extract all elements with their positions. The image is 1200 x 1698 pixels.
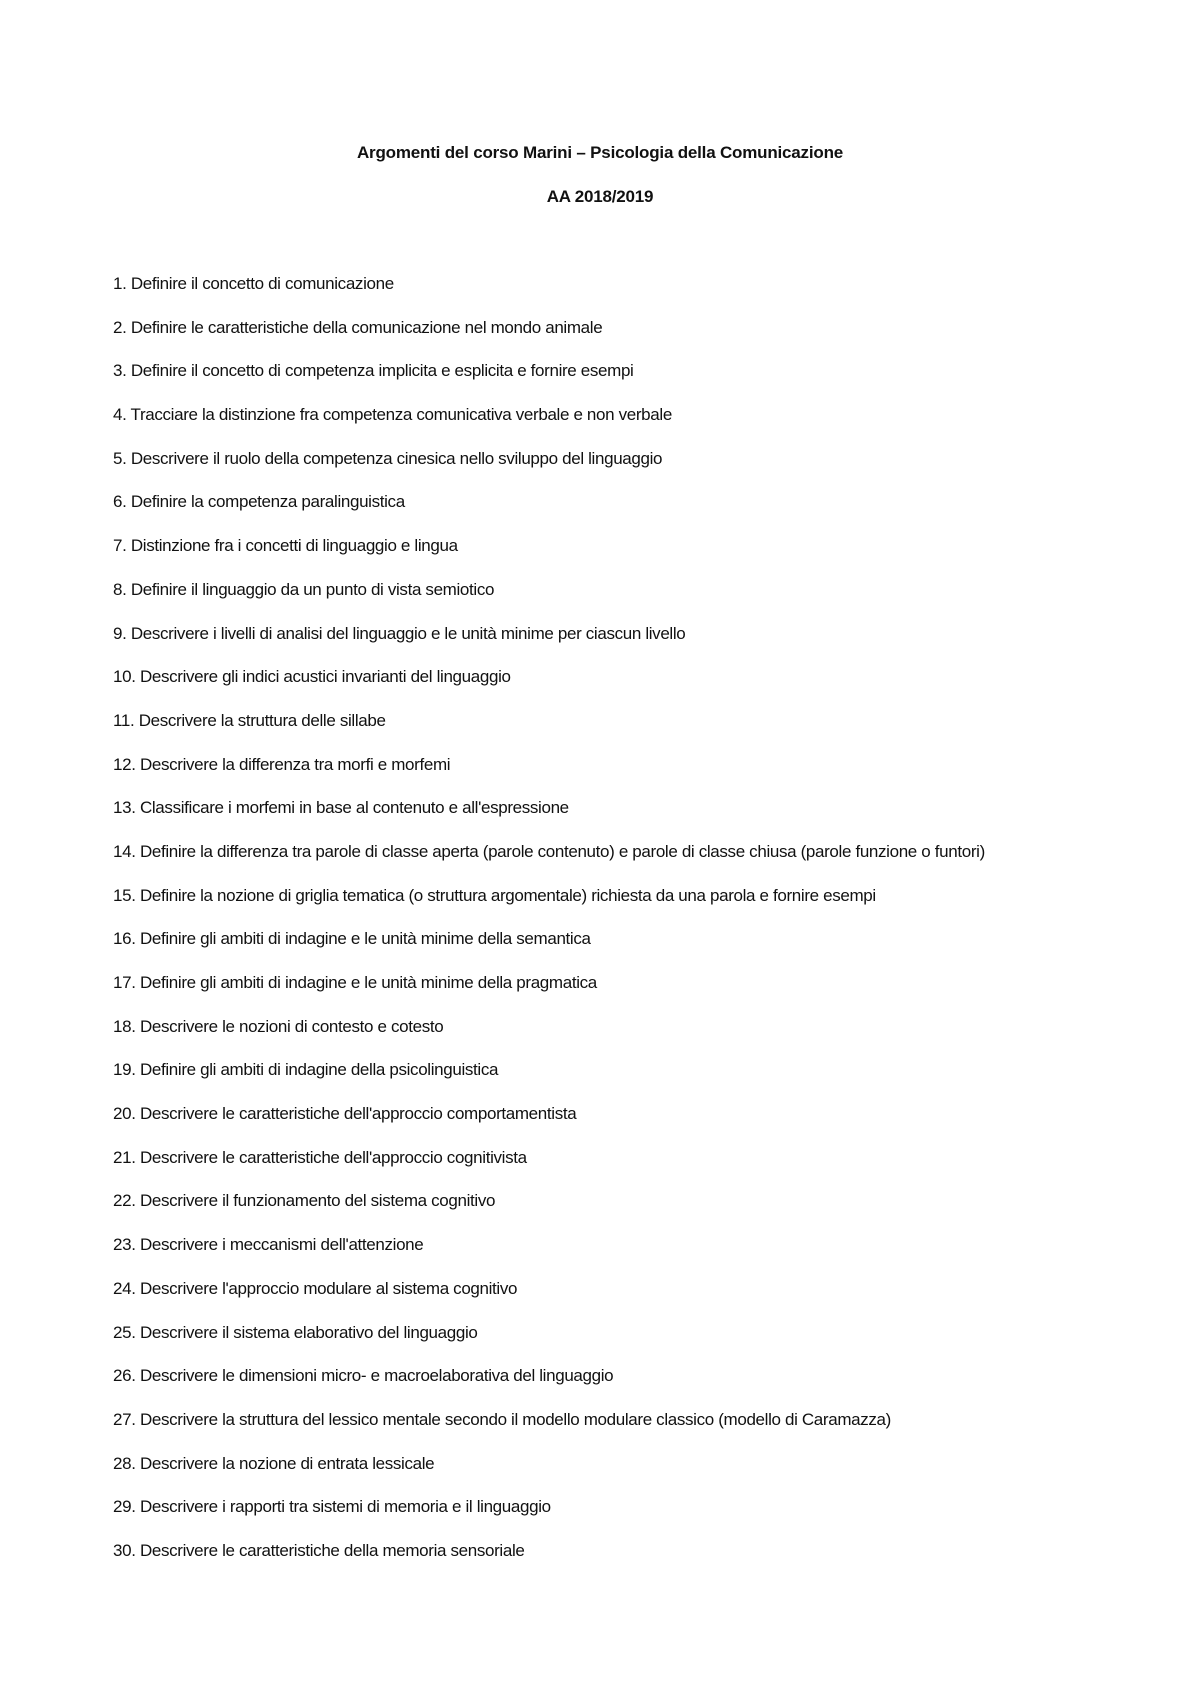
topic-item: 20. Descrivere le caratteristiche dell'approccio comportamentista — [113, 1104, 577, 1124]
topic-item: 4. Tracciare la distinzione fra competenza comunicativa verbale e non verbale — [113, 405, 672, 425]
topic-item: 23. Descrivere i meccanismi dell'attenzione — [113, 1235, 424, 1255]
document-title: Argomenti del corso Marini – Psicologia della Comunicazione — [356, 143, 844, 162]
topic-item: 25. Descrivere il sistema elaborativo del linguaggio — [113, 1322, 478, 1342]
topic-item: 27. Descrivere la struttura del lessico mentale secondo il modello modulare classico (modello di Caramazza) — [113, 1409, 891, 1429]
topic-item: 24. Descrivere l'approccio modulare al sistema cognitivo — [113, 1278, 518, 1298]
topic-item: 12. Descrivere la differenza tra morfi e morfemi — [113, 754, 451, 774]
topic-item: 18. Descrivere le nozioni di contesto e cotesto — [113, 1016, 444, 1036]
topic-item: 22. Descrivere il funzionamento del sistema cognitivo — [113, 1191, 496, 1211]
topic-item: 8. Definire il linguaggio da un punto di vista semiotico — [113, 579, 495, 599]
topic-item: 16. Definire gli ambiti di indagine e le unità minime della semantica — [113, 929, 591, 949]
topic-item: 2. Definire le caratteristiche della comunicazione nel mondo animale — [113, 317, 603, 337]
topic-item: 5. Descrivere il ruolo della competenza cinesica nello sviluppo del linguaggio — [113, 448, 663, 468]
topic-item: 15. Definire la nozione di griglia tematica (o struttura argomentale) richiesta da una parola e fornire esempi — [113, 885, 876, 905]
topic-item: 7. Distinzione fra i concetti di linguaggio e lingua — [113, 536, 458, 556]
topic-item: 11. Descrivere la struttura delle sillabe — [113, 710, 386, 730]
topic-list — [113, 273, 1163, 1584]
topic-item: 1. Definire il concetto di comunicazione — [113, 274, 394, 293]
topic-item: 17. Definire gli ambiti di indagine e le unità minime della pragmatica — [113, 973, 597, 992]
academic-year: AA 2018/2019 — [546, 187, 654, 206]
topic-item: 19. Definire gli ambiti di indagine della psicolinguistica — [113, 1060, 499, 1080]
topic-item: 29. Descrivere i rapporti tra sistemi di memoria e il linguaggio — [113, 1497, 551, 1517]
topic-item: 26. Descrivere le dimensioni micro- e macroelaborativa del linguaggio — [113, 1366, 614, 1386]
topic-item: 10. Descrivere gli indici acustici invarianti del linguaggio — [113, 667, 511, 687]
topic-item: 14. Definire la differenza tra parole di classe aperta (parole contenuto) e parole di classe chiusa (parole funzione o funtori) — [113, 841, 985, 861]
topic-item: 3. Definire il concetto di competenza implicita e esplicita e fornire esempi — [113, 361, 634, 381]
topic-item: 13. Classificare i morfemi in base al contenuto e all'espressione — [113, 798, 569, 818]
topic-item: 6. Definire la competenza paralinguistica — [113, 492, 405, 512]
topic-item: 28. Descrivere la nozione di entrata lessicale — [113, 1453, 435, 1473]
topic-item: 9. Descrivere i livelli di analisi del linguaggio e le unità minime per ciascun livello — [113, 623, 686, 643]
topic-item: 21. Descrivere le caratteristiche dell'approccio cognitivista — [113, 1147, 527, 1167]
topic-item: 30. Descrivere le caratteristiche della memoria sensoriale — [113, 1540, 525, 1560]
